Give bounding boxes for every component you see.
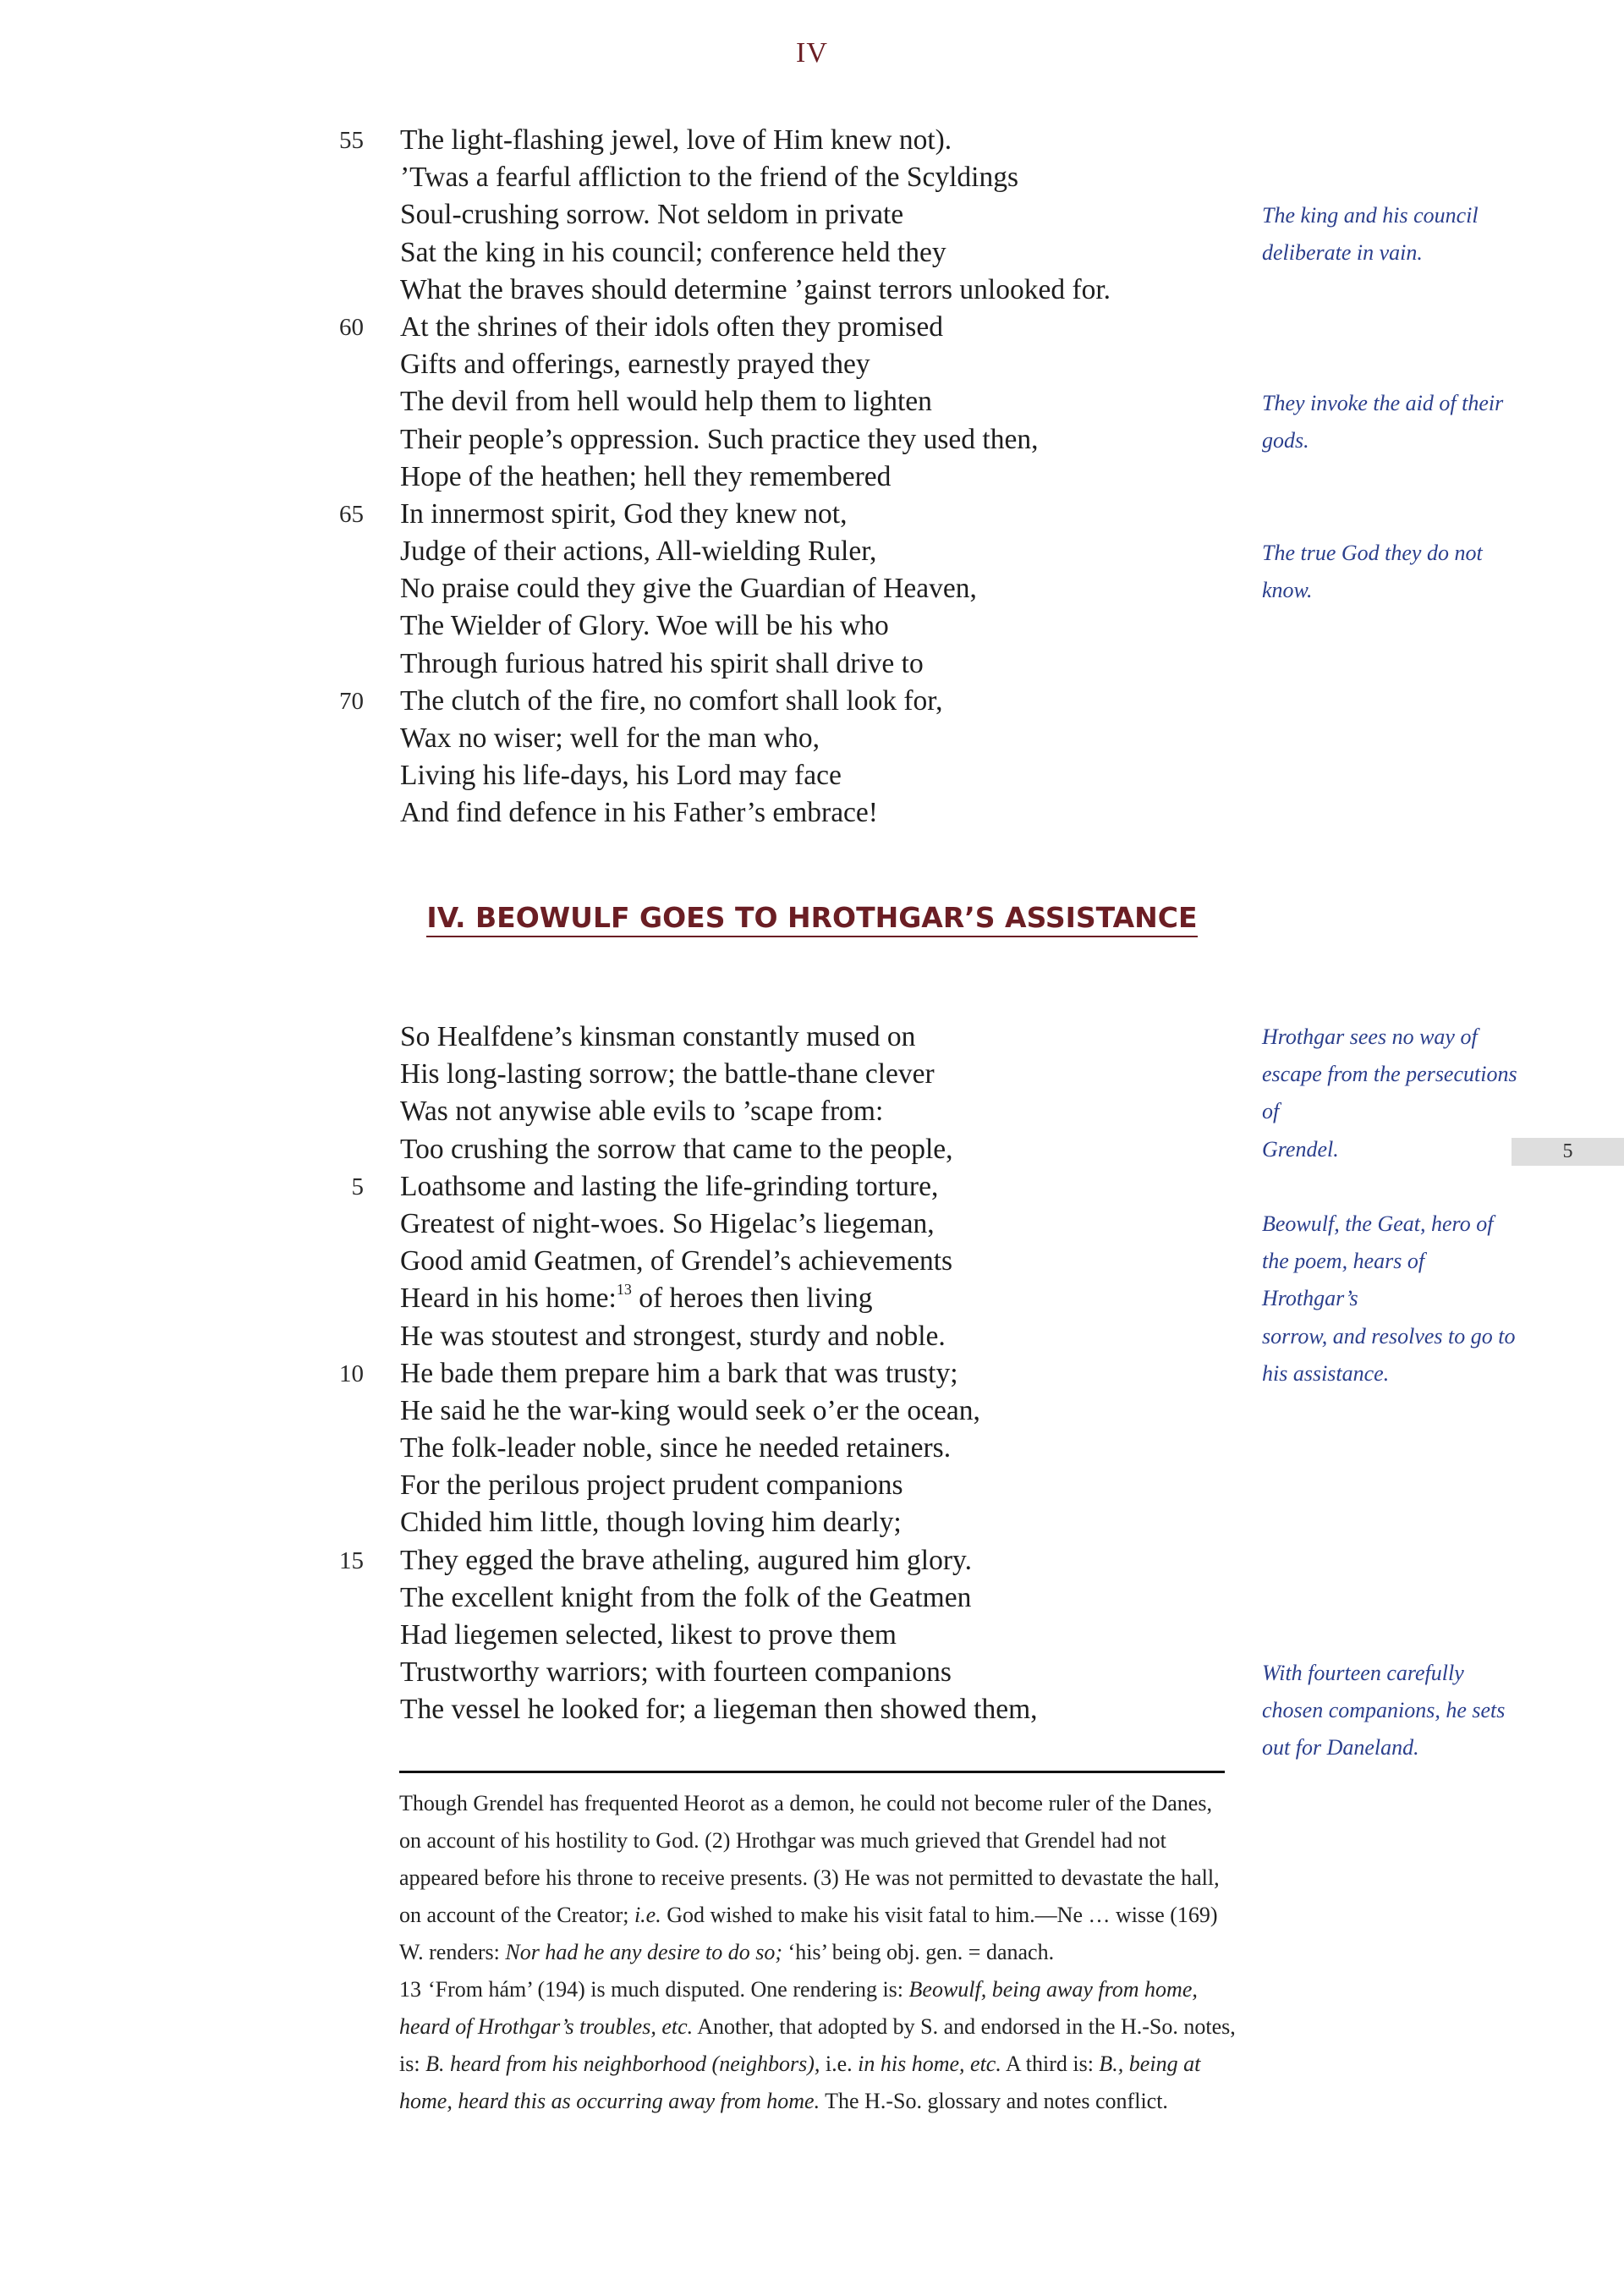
verse-text: ’Twas a fearful affliction to the friend of the Scyldings [400,162,1019,194]
verse-line [330,794,1218,832]
footnote-italic: in his home, etc. [858,2052,1001,2076]
verse-text-part: Heard in his home: [400,1283,617,1315]
verse-line [330,1392,1218,1430]
verse-text: Hope of the heathen; hell they remembered [400,460,892,492]
note-line: They invoke the aid of their [1262,391,1504,415]
line-number: 10 [339,1359,364,1387]
verse-line [330,383,1218,420]
verse-line [330,1355,1218,1392]
margin-note-invoke-gods [1262,385,1524,459]
verse-text: He was stoutest and strongest, sturdy and noble. [400,1320,946,1352]
verse-text: Judge of their actions, All-wielding Ruler, [400,536,877,568]
footnote-number: 13 [399,1977,421,2002]
verse-text: Through furious hatred his spirit shall drive to [400,647,924,679]
footnote-text: Though Grendel has frequented Heorot as a demon, he could not become ruler of the Danes, on account of his hostility to God. (2) Hrothgar was much grieved that Grendel had not appeared before his throne to receive presents. (3) He was not permitted to devastate the hall, on account of the Creator; [399,1791,1220,1927]
note-line: Hrothgar sees no way of [1262,1024,1478,1049]
footnotes [399,1785,1237,2120]
verse-text: Their people’s oppression. Such practice they used then, [400,423,1039,455]
verse-text: At the shrines of their idols often they promised [400,310,943,343]
footnote-italic: Nor had he any desire to do so; [505,1940,783,1964]
margin-note-hrothgar [1262,1019,1524,1168]
verse-line [330,309,1218,346]
verse-text: In innermost spirit, God they knew not, [400,497,848,530]
verse-line [330,1093,1218,1130]
verse-text: Had liegemen selected, likest to prove them [400,1619,897,1651]
verse-text: Sat the king in his council; conference held they [400,236,946,268]
footnote-text: ‘his’ being obj. gen. = danach. [782,1940,1055,1964]
verse-text: Good amid Geatmen, of Grendel’s achievements [400,1245,953,1277]
verse-line [330,1542,1218,1579]
line-number: 55 [339,127,364,154]
verse-text: The devil from hell would help them to lighten [400,386,932,418]
footnote-italic: i.e. [634,1903,661,1927]
line-number: 60 [339,313,364,341]
note-line: The king and his council [1262,203,1479,228]
verse-line [330,1243,1218,1280]
verse-text: Chided him little, though loving him dearly; [400,1507,902,1539]
verse-line [330,159,1218,196]
note-line: Beowulf, the Geat, hero of [1262,1211,1494,1236]
verse-text: The clutch of the fire, no comfort shall look for, [400,684,943,717]
verse-text: The Wielder of Glory. Woe will be his who [400,610,889,642]
verse-text: Wax no wiser; well for the man who, [400,722,820,754]
section-title-text: IV. BEOWULF GOES TO HROTHGAR’S ASSISTANCE [426,901,1197,937]
page-number-tab: 5 [1512,1138,1624,1166]
footnote-italic: B., being at home, heard this as occurring away from home. [399,2052,1201,2113]
verse-line [330,720,1218,757]
section-title [0,901,1624,934]
verse-line [330,570,1218,607]
verse-line [330,1617,1218,1654]
verse-line [330,234,1218,272]
footnote-italic: B. heard from his neighborhood (neighbors), [425,2052,820,2076]
verse-text: So Healfdene’s kinsman constantly mused on [400,1021,916,1052]
verse-text [400,1280,873,1317]
verse-line [330,533,1218,570]
footnote-text: Another, that adopted by S. and endorsed in the H.-So. notes, is: [399,2014,1236,2076]
verse-text: His long-lasting sorrow; the battle-thane clever [400,1058,935,1090]
verse-line [330,683,1218,720]
verse-line [330,645,1218,683]
note-line: his assistance. [1262,1360,1390,1386]
verse-text-part: of heroes then living [631,1283,873,1315]
note-line: the poem, hears of Hrothgar’s [1262,1249,1425,1311]
footnote-text: God wished to make his visit fatal to him.—Ne … wisse (169) W. renders: [399,1903,1218,1964]
verse-text: Trustworthy warriors; with fourteen companions [400,1656,952,1689]
verse-line [330,1691,1218,1728]
verse-line [330,122,1218,159]
note-line: deliberate in vain. [1262,240,1423,266]
verse-line [330,1168,1218,1206]
verse-text: Living his life-days, his Lord may face [400,760,842,792]
verse-text: Gifts and offerings, earnestly prayed they [400,349,870,381]
footnote-ref-13[interactable]: 13 [616,1281,632,1299]
verse-text: The folk-leader noble, since he needed retainers. [400,1432,952,1464]
line-number: 65 [339,500,364,528]
verse-text: He bade them prepare him a bark that was trusty; [400,1357,958,1389]
note-line: escape from the persecutions of [1262,1062,1517,1124]
margin-note-beowulf [1262,1206,1524,1392]
verse-text: Soul-crushing sorrow. Not seldom in private [400,199,904,231]
footnote-12 [399,1785,1237,1971]
verse-text: They egged the brave atheling, augured him glory. [400,1544,972,1576]
note-line: know. [1262,578,1313,603]
verse-line [330,607,1218,645]
margin-note-true-god [1262,535,1524,609]
footnote-italic: Beowulf, being away from home, heard of Hrothgar’s troubles, etc. [399,1977,1198,2039]
verse-line [330,346,1218,383]
verse-line [330,1467,1218,1504]
verse-text: Greatest of night-woes. So Higelac’s liegeman, [400,1207,935,1239]
verse-text: Too crushing the sorrow that came to the people, [400,1133,953,1165]
verse-line [330,1131,1218,1168]
margin-note-council [1262,197,1524,272]
verse-text: And find defence in his Father’s embrace! [400,797,878,829]
verse-line [330,1318,1218,1355]
line-number: 70 [339,687,364,715]
verse-line [330,1430,1218,1467]
margin-note-companions [1262,1655,1524,1767]
note-line: out for Daneland. [1262,1735,1419,1760]
running-head: IV [796,37,828,69]
verse-text: No praise could they give the Guardian of Heaven, [400,573,977,605]
verse-line [330,1504,1218,1541]
verse-text: The excellent knight from the folk of the Geatmen [400,1581,972,1613]
verse-text: What the braves should determine ’gainst terrors unlooked for. [400,273,1111,305]
verse-text: For the perilous project prudent companions [400,1469,903,1502]
verse-text: Was not anywise able evils to ’scape from: [400,1096,884,1128]
footnote-text: A third is: [1001,2052,1100,2076]
verse-line [330,1579,1218,1617]
note-line: gods. [1262,428,1309,453]
verse-line [330,496,1218,533]
footnote-text: ‘From hám’ (194) is much disputed. One rendering is: [428,1977,909,2002]
note-line: sorrow, and resolves to go to [1262,1323,1516,1348]
verse-line [330,272,1218,309]
verse-text: He said he the war-king would seek o’er the ocean, [400,1394,980,1426]
verse-line [330,421,1218,459]
footnote-text: The H.-So. glossary and notes conflict. [820,2089,1168,2113]
verse-text: The vessel he looked for; a liegeman then showed them, [400,1694,1038,1726]
verse-line [330,1280,1218,1317]
verse-line [330,1056,1218,1093]
verse-line [330,1654,1218,1691]
footnote-rule [399,1771,1225,1773]
verse-block-2 [330,1019,1218,1729]
verse-line [330,1019,1218,1056]
verse-line [330,459,1218,496]
verse-line [330,1206,1218,1243]
verse-text: The light-flashing jewel, love of Him knew not). [400,124,952,156]
verse-line [330,196,1218,233]
footnote-text: i.e. [820,2052,859,2076]
note-line: chosen companions, he sets [1262,1698,1506,1723]
line-number: 5 [351,1173,364,1200]
verse-line [330,757,1218,794]
note-line: With fourteen carefully [1262,1661,1464,1685]
note-line: Grendel. [1262,1136,1339,1162]
note-line: The true God they do not [1262,541,1483,565]
footnote-13 [399,1971,1237,2120]
verse-block-1 [330,122,1218,832]
verse-text: Loathsome and lasting the life-grinding torture, [400,1170,939,1202]
line-number: 15 [339,1546,364,1574]
